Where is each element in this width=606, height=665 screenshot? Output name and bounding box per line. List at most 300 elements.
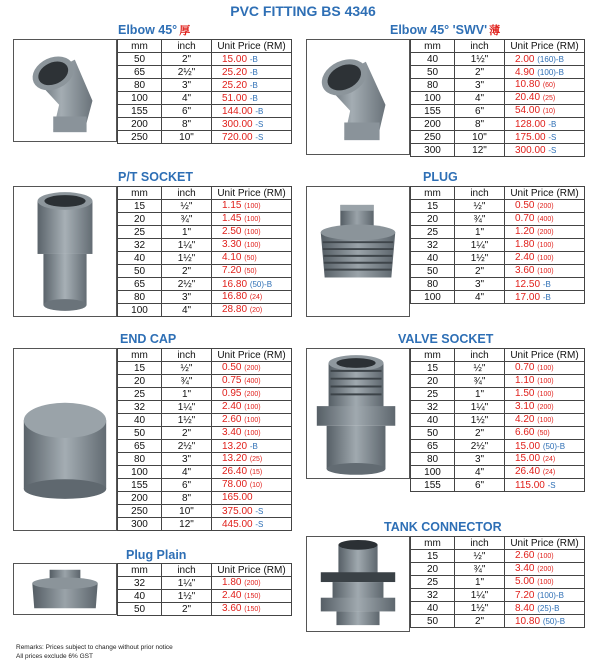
cell-inch: 1¼" <box>455 401 505 414</box>
cell-mm: 250 <box>118 505 162 518</box>
price-value: 2.60 <box>222 414 242 425</box>
price-value: 375.00 <box>222 505 253 517</box>
cell-inch: ½" <box>455 362 505 375</box>
price-note: (400) <box>244 378 261 385</box>
page-title: PVC FITTING BS 4346 <box>230 3 376 19</box>
price-value: 15.00 <box>222 53 248 65</box>
price-value: 54.00 <box>515 105 541 116</box>
cell-mm: 200 <box>411 118 455 131</box>
cell-inch: 1¼" <box>162 401 212 414</box>
table-row <box>118 388 292 401</box>
cell-inch: 3" <box>162 291 212 304</box>
price-note: -B <box>255 106 264 116</box>
price-value: 2.40 <box>515 252 535 263</box>
cell-price <box>505 79 585 92</box>
price-value: 20.40 <box>515 92 541 103</box>
cell-price <box>212 414 292 427</box>
cell-price <box>212 479 292 492</box>
table-row <box>411 239 585 252</box>
table-row <box>118 265 292 278</box>
cell-price <box>505 615 585 628</box>
price-value: 5.00 <box>515 576 535 587</box>
column-header-mm: mm <box>411 40 455 53</box>
price-value: 78.00 <box>222 479 248 490</box>
price-note: -B <box>542 279 551 289</box>
table-row <box>411 92 585 105</box>
price-value: 51.00 <box>222 92 248 104</box>
cell-price <box>212 375 292 388</box>
cell-inch: ½" <box>455 550 505 563</box>
table-row <box>411 213 585 226</box>
price-value: 17.00 <box>515 291 541 303</box>
column-header-inch: inch <box>455 537 505 550</box>
price-note: (100) <box>244 404 261 411</box>
table-header-row <box>118 564 292 577</box>
price-value: 8.40 <box>515 602 535 614</box>
cell-inch: ¾" <box>162 213 212 226</box>
cell-inch: 8" <box>455 118 505 131</box>
cell-inch: ¾" <box>455 375 505 388</box>
column-header-inch: inch <box>162 40 212 53</box>
cell-inch: 6" <box>455 479 505 492</box>
price-value: 720.00 <box>222 131 253 143</box>
cell-price <box>505 440 585 453</box>
table-header-row <box>411 349 585 362</box>
cell-mm: 15 <box>411 550 455 563</box>
cell-mm: 32 <box>118 239 162 252</box>
cell-inch: 1¼" <box>455 239 505 252</box>
cell-inch: 2" <box>162 265 212 278</box>
cell-inch: 6" <box>455 105 505 118</box>
cell-mm: 20 <box>411 563 455 576</box>
cell-inch: 2" <box>455 615 505 628</box>
cell-price <box>212 304 292 317</box>
cell-price <box>212 440 292 453</box>
cell-price <box>212 66 292 79</box>
price-note: (100) <box>537 242 554 249</box>
price-value: 1.20 <box>515 226 535 237</box>
price-value: 115.00 <box>515 479 545 491</box>
price-note: (50)-B <box>249 279 273 289</box>
section-title-pt-socket: P/T SOCKET <box>118 170 194 184</box>
table-row <box>411 278 585 291</box>
price-note: (50)-B <box>542 616 566 626</box>
price-value: 2.00 <box>515 53 535 65</box>
cell-price <box>212 388 292 401</box>
table-row <box>411 453 585 466</box>
price-value: 175.00 <box>515 131 546 143</box>
table-row <box>411 144 585 157</box>
column-header-inch: inch <box>162 564 212 577</box>
price-value: 13.20 <box>222 440 248 452</box>
price-table-elbow45 <box>117 39 292 144</box>
table-row <box>411 615 585 628</box>
cell-inch: 1" <box>455 226 505 239</box>
price-note: (200) <box>537 229 554 236</box>
cell-price <box>505 278 585 291</box>
cell-inch: 2" <box>455 265 505 278</box>
cell-price <box>505 550 585 563</box>
column-header-price: Unit Price (RM) <box>212 564 292 577</box>
price-value: 1.15 <box>222 200 242 211</box>
price-note: (100) <box>537 579 554 586</box>
cell-inch: 1" <box>162 226 212 239</box>
section-title-plug: PLUG <box>423 170 458 184</box>
cell-inch: 1" <box>455 388 505 401</box>
cell-price <box>212 401 292 414</box>
cell-inch: 2½" <box>162 66 212 79</box>
column-header-mm: mm <box>118 564 162 577</box>
price-note: -S <box>547 480 556 490</box>
cell-mm: 80 <box>118 79 162 92</box>
cell-price <box>212 118 292 131</box>
cell-price <box>212 131 292 144</box>
cell-mm: 80 <box>118 291 162 304</box>
cell-mm: 32 <box>118 401 162 414</box>
cell-mm: 200 <box>118 118 162 131</box>
cell-inch: ¾" <box>162 375 212 388</box>
cell-inch: 1¼" <box>162 239 212 252</box>
section-title-end-cap: END CAP <box>120 332 177 346</box>
cell-inch: 8" <box>162 118 212 131</box>
cell-price <box>212 79 292 92</box>
table-row <box>411 375 585 388</box>
cell-inch: 4" <box>162 92 212 105</box>
price-value: 25.20 <box>222 79 248 91</box>
cell-price <box>505 401 585 414</box>
price-note: -B <box>249 80 258 90</box>
table-row <box>118 362 292 375</box>
table-row <box>118 252 292 265</box>
price-note: (24) <box>542 469 556 476</box>
cell-price <box>212 213 292 226</box>
price-value: 2.40 <box>222 590 242 601</box>
cell-mm: 155 <box>411 105 455 118</box>
price-value: 3.60 <box>222 603 242 614</box>
price-note: (150) <box>244 606 261 613</box>
table-header-row <box>118 187 292 200</box>
table-row <box>411 576 585 589</box>
cell-mm: 65 <box>411 440 455 453</box>
cell-inch: 2" <box>162 53 212 66</box>
price-note: (10) <box>542 108 556 115</box>
table-row <box>118 479 292 492</box>
cell-mm: 100 <box>411 92 455 105</box>
cell-mm: 50 <box>118 53 162 66</box>
price-table-pt-socket <box>117 186 292 317</box>
price-note: -B <box>249 67 258 77</box>
cell-inch: 8" <box>162 492 212 505</box>
price-note: (50) <box>244 255 257 262</box>
table-header-row <box>411 537 585 550</box>
table-row <box>411 291 585 304</box>
table-row <box>411 589 585 602</box>
cell-inch: 1½" <box>162 252 212 265</box>
table-row <box>411 401 585 414</box>
price-note: (100) <box>537 391 554 398</box>
cell-price <box>505 105 585 118</box>
remarks-line-2: All prices exclude 6% GST <box>16 652 93 660</box>
cell-inch: 6" <box>162 479 212 492</box>
cell-inch: 2" <box>455 66 505 79</box>
cell-inch: ¾" <box>455 213 505 226</box>
elbow45-image <box>13 39 117 142</box>
cell-price <box>212 590 292 603</box>
price-value: 2.40 <box>222 401 242 412</box>
cell-price <box>505 200 585 213</box>
cell-mm: 100 <box>411 291 455 304</box>
cell-price <box>505 479 585 492</box>
table-row <box>118 466 292 479</box>
price-note: (50) <box>537 430 550 437</box>
price-note: -S <box>255 119 264 129</box>
price-note: (100)-B <box>537 67 564 77</box>
cell-mm: 80 <box>118 453 162 466</box>
cell-price <box>212 53 292 66</box>
remarks-line-1: Remarks: Prices subject to change without prior notice <box>16 644 173 651</box>
cell-price <box>212 252 292 265</box>
price-value: 12.50 <box>515 278 541 290</box>
column-header-mm: mm <box>118 349 162 362</box>
price-note: (20) <box>249 307 263 314</box>
column-header-mm: mm <box>118 40 162 53</box>
cell-price <box>212 518 292 531</box>
cell-mm: 40 <box>411 602 455 615</box>
cell-price <box>212 577 292 590</box>
price-note: -S <box>255 132 264 142</box>
cell-inch: 4" <box>162 304 212 317</box>
pt-socket-image <box>13 186 117 317</box>
price-value: 0.50 <box>515 200 535 211</box>
column-header-mm: mm <box>118 187 162 200</box>
section-title-tank-connector: TANK CONNECTOR <box>384 520 502 534</box>
price-note: (10) <box>249 482 263 489</box>
section-title-elbow45-swv: Elbow 45° 'SWV' 薄 <box>390 23 501 37</box>
table-row <box>118 278 292 291</box>
cell-price <box>212 603 292 616</box>
cell-inch: 3" <box>455 453 505 466</box>
remarks <box>16 644 173 661</box>
price-value: 144.00 <box>222 105 253 117</box>
price-value: 128.00 <box>515 118 546 130</box>
cell-mm: 65 <box>118 440 162 453</box>
price-note: (24) <box>542 456 556 463</box>
cell-mm: 155 <box>411 479 455 492</box>
cell-mm: 15 <box>118 362 162 375</box>
table-row <box>118 590 292 603</box>
cell-price <box>505 576 585 589</box>
price-note: -S <box>255 506 264 516</box>
table-row <box>118 131 292 144</box>
cell-mm: 40 <box>118 414 162 427</box>
column-header-price: Unit Price (RM) <box>505 40 585 53</box>
cell-price <box>505 131 585 144</box>
table-row <box>411 466 585 479</box>
table-row <box>411 479 585 492</box>
cell-price <box>212 278 292 291</box>
cell-mm: 80 <box>411 278 455 291</box>
price-value: 4.20 <box>515 414 535 425</box>
cell-inch: 3" <box>455 278 505 291</box>
section-title-elbow45: Elbow 45° 厚 <box>118 23 191 37</box>
cell-mm: 15 <box>118 200 162 213</box>
price-value: 16.80 <box>222 291 248 302</box>
table-row <box>411 200 585 213</box>
cell-mm: 100 <box>411 466 455 479</box>
price-value: 3.30 <box>222 239 242 250</box>
price-note: (100) <box>244 216 261 223</box>
cell-price <box>505 291 585 304</box>
table-row <box>118 518 292 531</box>
price-value: 1.50 <box>515 388 535 399</box>
cell-inch: 12" <box>455 144 505 157</box>
cell-inch: 3" <box>162 79 212 92</box>
table-row <box>411 118 585 131</box>
cell-price <box>212 453 292 466</box>
end-cap-image <box>13 348 117 531</box>
cell-mm: 300 <box>118 518 162 531</box>
cell-inch: 3" <box>455 79 505 92</box>
cell-inch: 10" <box>162 505 212 518</box>
cell-mm: 25 <box>118 388 162 401</box>
cell-mm: 32 <box>411 239 455 252</box>
cell-price <box>505 453 585 466</box>
price-note: (100) <box>244 229 261 236</box>
column-header-inch: inch <box>162 349 212 362</box>
price-table-plug-plain <box>117 563 292 616</box>
cell-inch: 1" <box>455 576 505 589</box>
cell-price <box>505 388 585 401</box>
cell-inch: 1½" <box>455 602 505 615</box>
cell-price <box>505 563 585 576</box>
cell-mm: 25 <box>118 226 162 239</box>
column-header-inch: inch <box>455 40 505 53</box>
table-row <box>118 577 292 590</box>
table-row <box>411 53 585 66</box>
price-value: 10.80 <box>515 615 541 627</box>
cell-inch: 10" <box>162 131 212 144</box>
cell-inch: ¾" <box>455 563 505 576</box>
column-header-price: Unit Price (RM) <box>212 349 292 362</box>
cell-inch: 2½" <box>455 440 505 453</box>
cell-mm: 250 <box>411 131 455 144</box>
price-note: (200) <box>537 404 554 411</box>
cell-price <box>505 239 585 252</box>
price-note: (15) <box>249 469 263 476</box>
cell-inch: 1½" <box>162 590 212 603</box>
price-note: -B <box>249 54 258 64</box>
cell-mm: 300 <box>411 144 455 157</box>
cell-price <box>505 466 585 479</box>
cell-mm: 25 <box>411 576 455 589</box>
price-value: 26.40 <box>222 466 248 477</box>
table-row <box>118 200 292 213</box>
table-row <box>411 602 585 615</box>
cell-mm: 15 <box>411 200 455 213</box>
cell-inch: 2" <box>162 427 212 440</box>
cell-mm: 100 <box>118 92 162 105</box>
cell-mm: 50 <box>118 427 162 440</box>
price-note: (100) <box>244 242 261 249</box>
price-value: 0.70 <box>515 362 535 373</box>
cell-price <box>505 362 585 375</box>
table-row <box>118 291 292 304</box>
price-value: 1.45 <box>222 213 242 224</box>
price-value: 1.80 <box>515 239 535 250</box>
price-value: 28.80 <box>222 304 248 315</box>
price-value: 0.75 <box>222 375 242 386</box>
price-table-plug <box>410 186 585 304</box>
table-row <box>118 53 292 66</box>
cell-inch: 2" <box>455 427 505 440</box>
cell-inch: 4" <box>455 466 505 479</box>
table-row <box>118 453 292 466</box>
cell-mm: 155 <box>118 479 162 492</box>
cell-price <box>505 602 585 615</box>
cell-price <box>505 226 585 239</box>
cell-price <box>212 92 292 105</box>
cell-mm: 25 <box>411 226 455 239</box>
price-value: 7.20 <box>222 265 242 276</box>
price-value: 25.20 <box>222 66 248 78</box>
price-note: (25)-B <box>537 603 560 613</box>
price-note: (200) <box>244 391 261 398</box>
price-note: -B <box>548 119 557 129</box>
cell-mm: 32 <box>118 577 162 590</box>
price-value: 2.50 <box>222 226 242 237</box>
section-title-valve-socket: VALVE SOCKET <box>398 332 494 346</box>
cell-price <box>505 213 585 226</box>
table-header-row <box>411 187 585 200</box>
price-value: 13.20 <box>222 453 248 464</box>
cell-mm: 50 <box>411 66 455 79</box>
cell-inch: 4" <box>455 92 505 105</box>
column-header-mm: mm <box>411 187 455 200</box>
cell-price <box>212 226 292 239</box>
price-note: -B <box>249 441 258 451</box>
table-header-row <box>118 349 292 362</box>
table-row <box>118 213 292 226</box>
price-value: 300.00 <box>515 144 546 156</box>
price-table-tank-connector <box>410 536 585 628</box>
cell-mm: 20 <box>411 375 455 388</box>
price-note: (100) <box>537 378 554 385</box>
table-row <box>118 401 292 414</box>
cell-price <box>505 589 585 602</box>
price-value: 0.95 <box>222 388 242 399</box>
table-row <box>411 265 585 278</box>
price-value: 15.00 <box>515 453 541 464</box>
cell-mm: 200 <box>118 492 162 505</box>
table-row <box>118 118 292 131</box>
price-note: (150) <box>244 593 261 600</box>
price-note: (24) <box>249 294 263 301</box>
cell-mm: 40 <box>411 53 455 66</box>
cell-mm: 80 <box>411 453 455 466</box>
table-row <box>118 375 292 388</box>
cell-inch: 3" <box>162 453 212 466</box>
cell-price <box>212 105 292 118</box>
table-row <box>411 105 585 118</box>
cell-inch: 1½" <box>162 414 212 427</box>
table-row <box>118 427 292 440</box>
price-note: -S <box>548 145 557 155</box>
table-row <box>411 66 585 79</box>
cell-mm: 250 <box>118 131 162 144</box>
cell-price <box>212 505 292 518</box>
table-row <box>411 362 585 375</box>
cell-inch: 1½" <box>455 252 505 265</box>
